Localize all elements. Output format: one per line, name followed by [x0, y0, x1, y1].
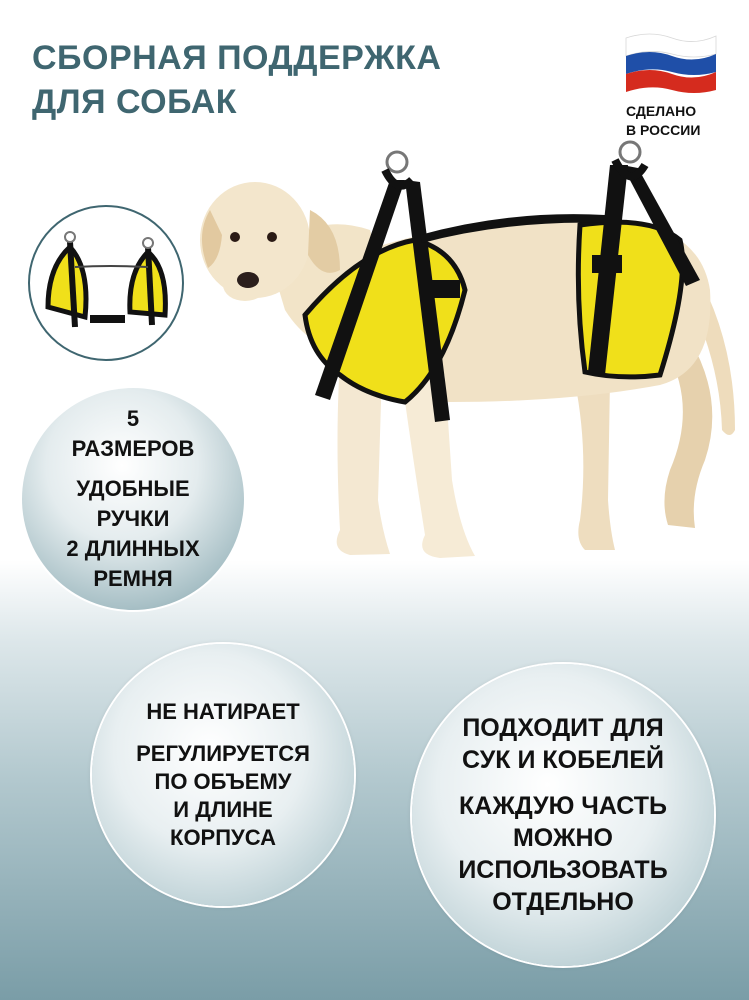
feature-text: СУК И КОБЕЛЕЙ: [462, 746, 664, 774]
title-line-2: ДЛЯ СОБАК: [32, 83, 238, 121]
page-title: [32, 36, 441, 124]
feature-text: РЕМНЯ: [93, 566, 173, 591]
features-circle-fit: [92, 644, 354, 906]
harness-thumbnail-icon: [28, 205, 184, 361]
feature-text: ИСПОЛЬЗОВАТЬ: [458, 856, 668, 884]
feature-text: 5: [126, 406, 140, 431]
feature-text: ОТДЕЛЬНО: [492, 888, 634, 916]
feature-text: И ДЛИНЕ: [173, 797, 273, 822]
feature-text: РАЗМЕРОВ: [71, 436, 195, 461]
title-line-1: СБОРНАЯ ПОДДЕРЖКА: [32, 39, 442, 77]
made-in-russia-label: [626, 102, 700, 140]
feature-text: ПО ОБЪЕМУ: [154, 769, 292, 794]
features-circle-sizes: [22, 388, 244, 610]
harness-thumbnail-drawing: [30, 207, 182, 359]
made-line-2: В РОССИИ: [626, 122, 701, 138]
feature-text: МОЖНО: [512, 824, 614, 852]
dog-photo: [190, 140, 749, 590]
feature-text: РЕГУЛИРУЕТСЯ: [136, 741, 310, 766]
feature-text: ПОДХОДИТ ДЛЯ: [462, 714, 664, 742]
russia-flag-icon: [622, 30, 720, 96]
feature-text: КАЖДУЮ ЧАСТЬ: [459, 792, 667, 820]
feature-text: 2 ДЛИННЫХ: [66, 536, 200, 561]
features-circle-usage: [412, 664, 714, 966]
feature-text: НЕ НАТИРАЕТ: [146, 699, 300, 724]
feature-text: РУЧКИ: [96, 506, 170, 531]
feature-text: УДОБНЫЕ: [76, 476, 190, 501]
feature-text: КОРПУСА: [170, 825, 276, 850]
made-line-1: СДЕЛАНО: [626, 103, 697, 119]
